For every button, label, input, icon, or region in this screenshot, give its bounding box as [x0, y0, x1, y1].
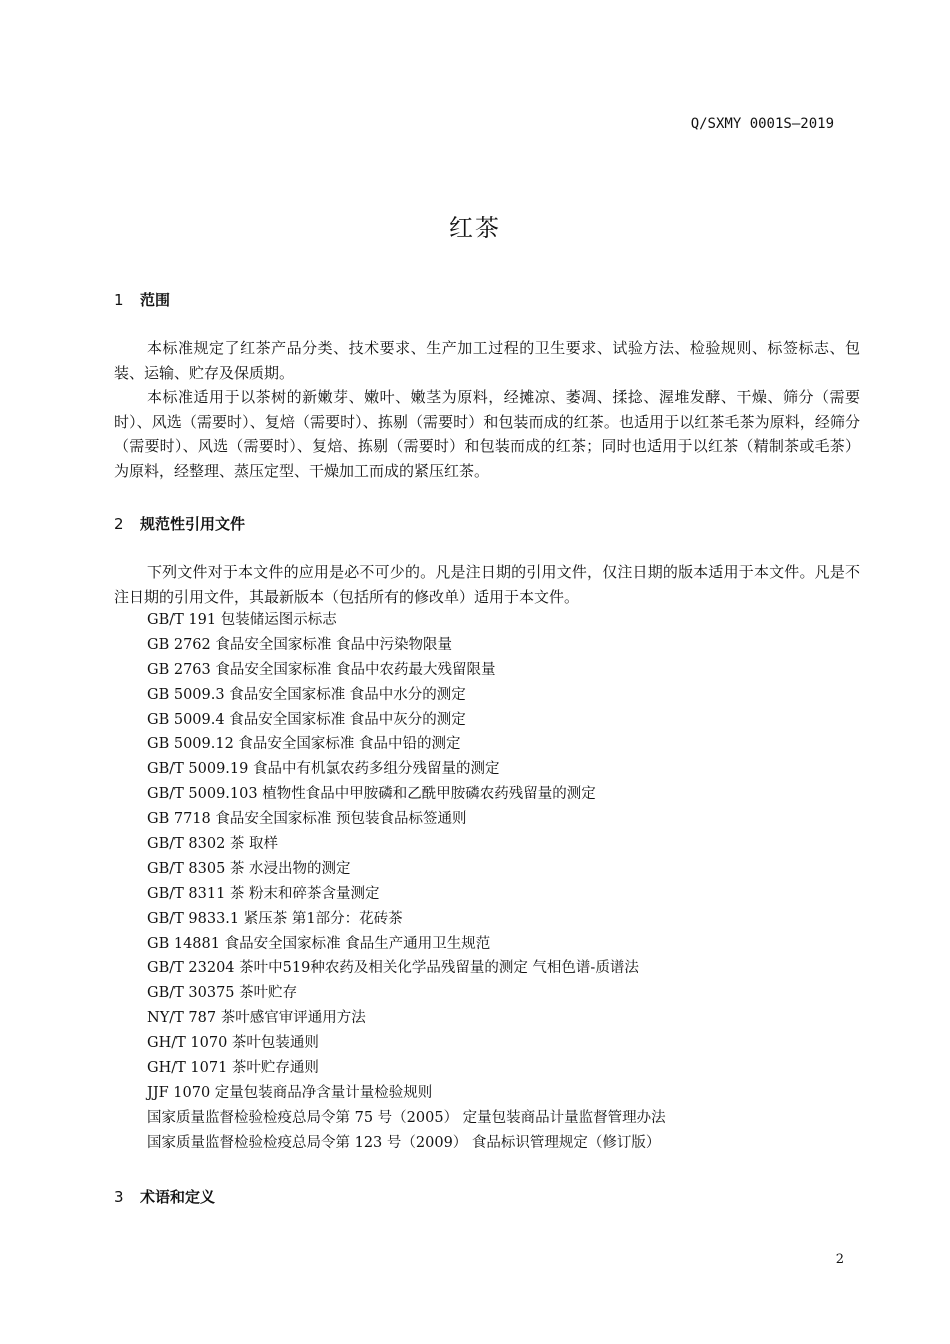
reference-item: GB/T 8305 茶 水浸出物的测定 — [147, 860, 351, 877]
section-2-heading — [114, 513, 245, 534]
normative-references-list — [147, 608, 867, 1156]
section-number: 1 — [114, 291, 124, 309]
reference-item: GB 14881 食品安全国家标准 食品生产通用卫生规范 — [147, 935, 491, 952]
reference-item: 国家质量监督检验检疫总局令第 75 号（2005） 定量包装商品计量监督管理办法 — [147, 1109, 666, 1126]
scope-paragraph-1: 本标准规定了红茶产品分类、技术要求、生产加工过程的卫生要求、试验方法、检验规则、标签标志、包装、运输、贮存及保质期。 — [114, 339, 860, 382]
reference-item: GB/T 5009.103 植物性食品中甲胺磷和乙酰甲胺磷农药残留量的测定 — [147, 786, 596, 803]
reference-item: GB/T 30375 茶叶贮存 — [147, 985, 298, 1002]
standard-code: Q/SXMY 0001S—2019 — [690, 116, 834, 132]
reference-item: NY/T 787 茶叶感官审评通用方法 — [147, 1010, 366, 1027]
section-number: 2 — [114, 515, 124, 533]
reference-item: GB 2763 食品安全国家标准 食品中农药最大残留限量 — [147, 661, 496, 678]
section-title: 术语和定义 — [140, 1188, 216, 1206]
reference-item: GB/T 8311 茶 粉末和碎茶含量测定 — [147, 885, 380, 902]
section-title: 范围 — [140, 291, 171, 309]
references-intro: 下列文件对于本文件的应用是必不可少的。凡是注日期的引用文件，仅注日期的版本适用于本文件。凡是不注日期的引用文件，其最新版本（包括所有的修改单）适用于本文件。 — [114, 563, 860, 606]
reference-item: GB 5009.4 食品安全国家标准 食品中灰分的测定 — [147, 711, 466, 728]
reference-item: GH/T 1070 茶叶包装通则 — [147, 1035, 319, 1052]
reference-item: GB/T 191 包装储运图示标志 — [147, 612, 337, 628]
section-1-heading — [114, 289, 170, 310]
page-number: 2 — [835, 1252, 844, 1267]
scope-paragraph-2: 本标准适用于以茶树的新嫩芽、嫩叶、嫩茎为原料，经摊凉、萎凋、揉捻、渥堆发酵、干燥、筛分（需要时）、风选（需要时）、复焙（需要时）、拣剔（需要时）和包装而成的红茶。也适用于以红茶毛茶为原料，经筛分（需要时）、风选（需要时）、复焙、拣剔（需要时）和包装而成的红茶；同时也适用于以红茶（精制茶或毛茶）为原料，经整理、蒸压定型、干燥加工而成的紧压红茶。 — [114, 388, 860, 480]
section-title: 规范性引用文件 — [140, 515, 246, 533]
reference-item: GB/T 9833.1 紧压茶 第1部分：花砖茶 — [147, 910, 403, 927]
reference-item: GB/T 5009.19 食品中有机氯农药多组分残留量的测定 — [147, 761, 500, 778]
reference-item: GB 7718 食品安全国家标准 预包装食品标签通则 — [147, 811, 467, 828]
reference-item: GB 5009.3 食品安全国家标准 食品中水分的测定 — [147, 686, 466, 703]
reference-item: 国家质量监督检验检疫总局令第 123 号（2009） 食品标识管理规定（修订版） — [147, 1134, 661, 1151]
reference-item: GB 5009.12 食品安全国家标准 食品中铅的测定 — [147, 736, 461, 753]
reference-item: GB 2762 食品安全国家标准 食品中污染物限量 — [147, 636, 452, 653]
reference-item: GB/T 8302 茶 取样 — [147, 836, 279, 853]
document-title: 红茶 — [449, 214, 501, 242]
reference-item: JJF 1070 定量包装商品净含量计量检验规则 — [147, 1084, 433, 1101]
section-number: 3 — [114, 1188, 124, 1206]
reference-item: GH/T 1071 茶叶贮存通则 — [147, 1060, 319, 1077]
reference-item: GB/T 23204 茶叶中519种农药及相关化学品残留量的测定 气相色谱-质谱法 — [147, 960, 639, 977]
section-3-heading — [114, 1186, 215, 1207]
